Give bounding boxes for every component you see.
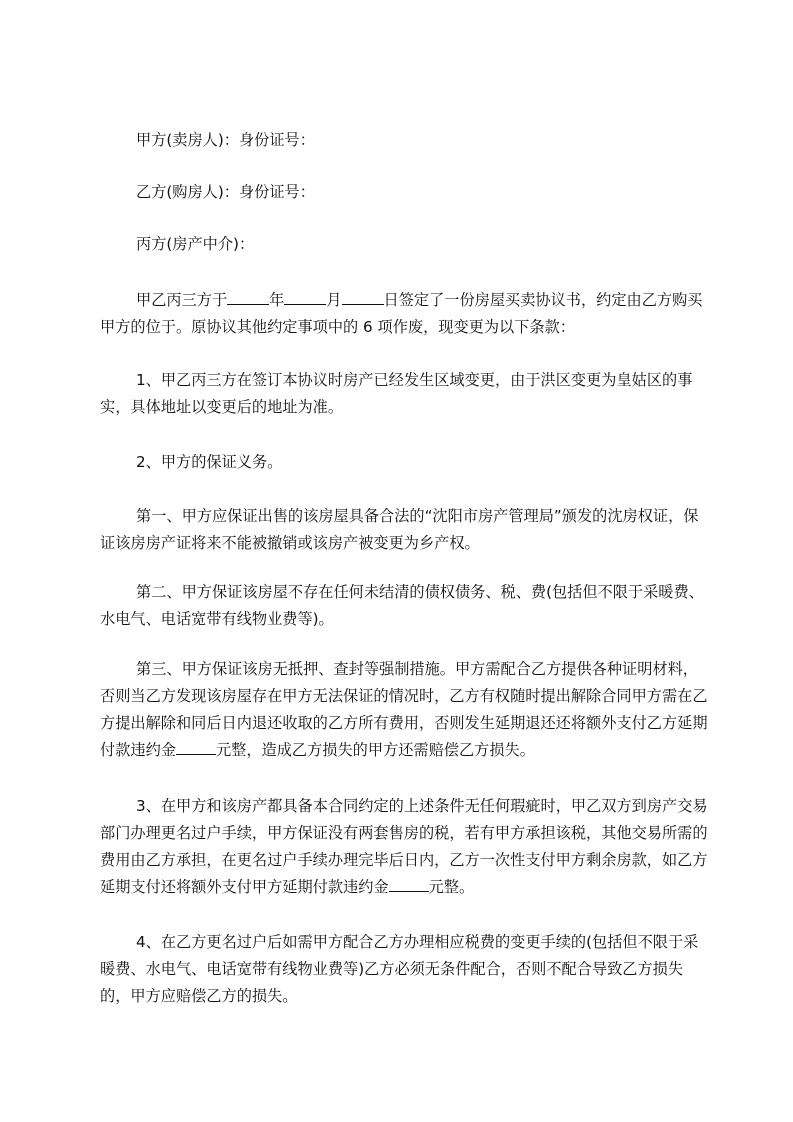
clause-2-second-text: 第二、甲方保证该房屋不存在任何未结清的债权债务、税、费(包括但不限于采暖费、水电气、电话宽带有线物业费等)。: [100, 583, 704, 628]
blank-date-field: [284, 288, 326, 305]
clause-4-text: 4、在乙方更名过户后如需甲方配合乙方办理相应税费的变更手续的(包括但不限于采暖费、水电气、电话宽带有线物业费等)乙方必须无条件配合，否则不配合导致乙方损失的，甲方应赔偿乙方的损失。: [100, 933, 699, 1005]
buyer-line: [100, 179, 710, 206]
intro-year: 年: [269, 291, 285, 309]
agent-text: 丙方(房产中介)：: [136, 235, 255, 253]
clause-1-text: 1、甲乙丙三方在签订本协议时房产已经发生区域变更，由于洪区变更为皇姑区的事实，具体地址以变更后的地址为准。: [100, 371, 693, 416]
clause-2-second: [100, 579, 710, 633]
blank-amount-field: [389, 875, 429, 892]
clause-2: [100, 449, 710, 476]
clause-3: [100, 793, 710, 901]
agent-line: [100, 231, 710, 258]
clause-2-first-text: 第一、甲方应保证出售的该房屋具备合法的“沈阳市房产管理局”颁发的沈房权证，保证该房房产证将来不能被撤销或该房产被变更为乡产权。: [100, 507, 699, 552]
clause-2-first: [100, 503, 710, 557]
blank-amount-field: [176, 738, 216, 755]
buyer-text: 乙方(购房人)：身份证号：: [136, 183, 315, 201]
seller-line: [100, 127, 710, 154]
intro-month: 月: [326, 291, 342, 309]
clause-2-third-text-end: 元整，造成乙方损失的甲方还需赔偿乙方损失。: [215, 741, 535, 759]
intro-text-end: 日签定了一份房屋买卖协议书，约定由乙方购买甲方的位于。原协议其他约定事项中的 6 项作废，现变更为以下条款：: [100, 291, 703, 336]
clause-1: [100, 367, 710, 421]
clause-2-third-text-start: 第三、甲方保证该房无抵押、查封等强制措施。甲方需配合乙方提供各种证明材料，否则当乙方发现该房屋存在甲方无法保证的情况时，乙方有权随时提出解除合同甲方需在乙方提出解除和同后日内退还收取的乙方所有费用，否则发生延期退还还将额外支付乙方延期付款违约金: [100, 660, 708, 759]
clause-2-text: 2、甲方的保证义务。: [136, 453, 283, 471]
seller-text: 甲方(卖房人)：身份证号：: [136, 131, 315, 149]
intro-paragraph: [100, 287, 710, 341]
clause-2-third: [100, 656, 710, 764]
blank-date-field: [342, 288, 384, 305]
blank-date-field: [227, 288, 269, 305]
clause-4: [100, 929, 710, 1010]
clause-3-text-end: 元整。: [428, 878, 475, 896]
clause-3-text-start: 3、在甲方和该房产都具备本合同约定的上述条件无任何瑕疵时，甲乙双方到房产交易部门办理更名过户手续，甲方保证没有两套售房的税，若有甲方承担该税，其他交易所需的费用由乙方承担，在更名过户手续办理完毕后日内，乙方一次性支付甲方剩余房款，如乙方延期支付还将额外支付甲方延期付款违约金: [100, 797, 708, 896]
intro-text-start: 甲乙丙三方于: [136, 291, 228, 309]
